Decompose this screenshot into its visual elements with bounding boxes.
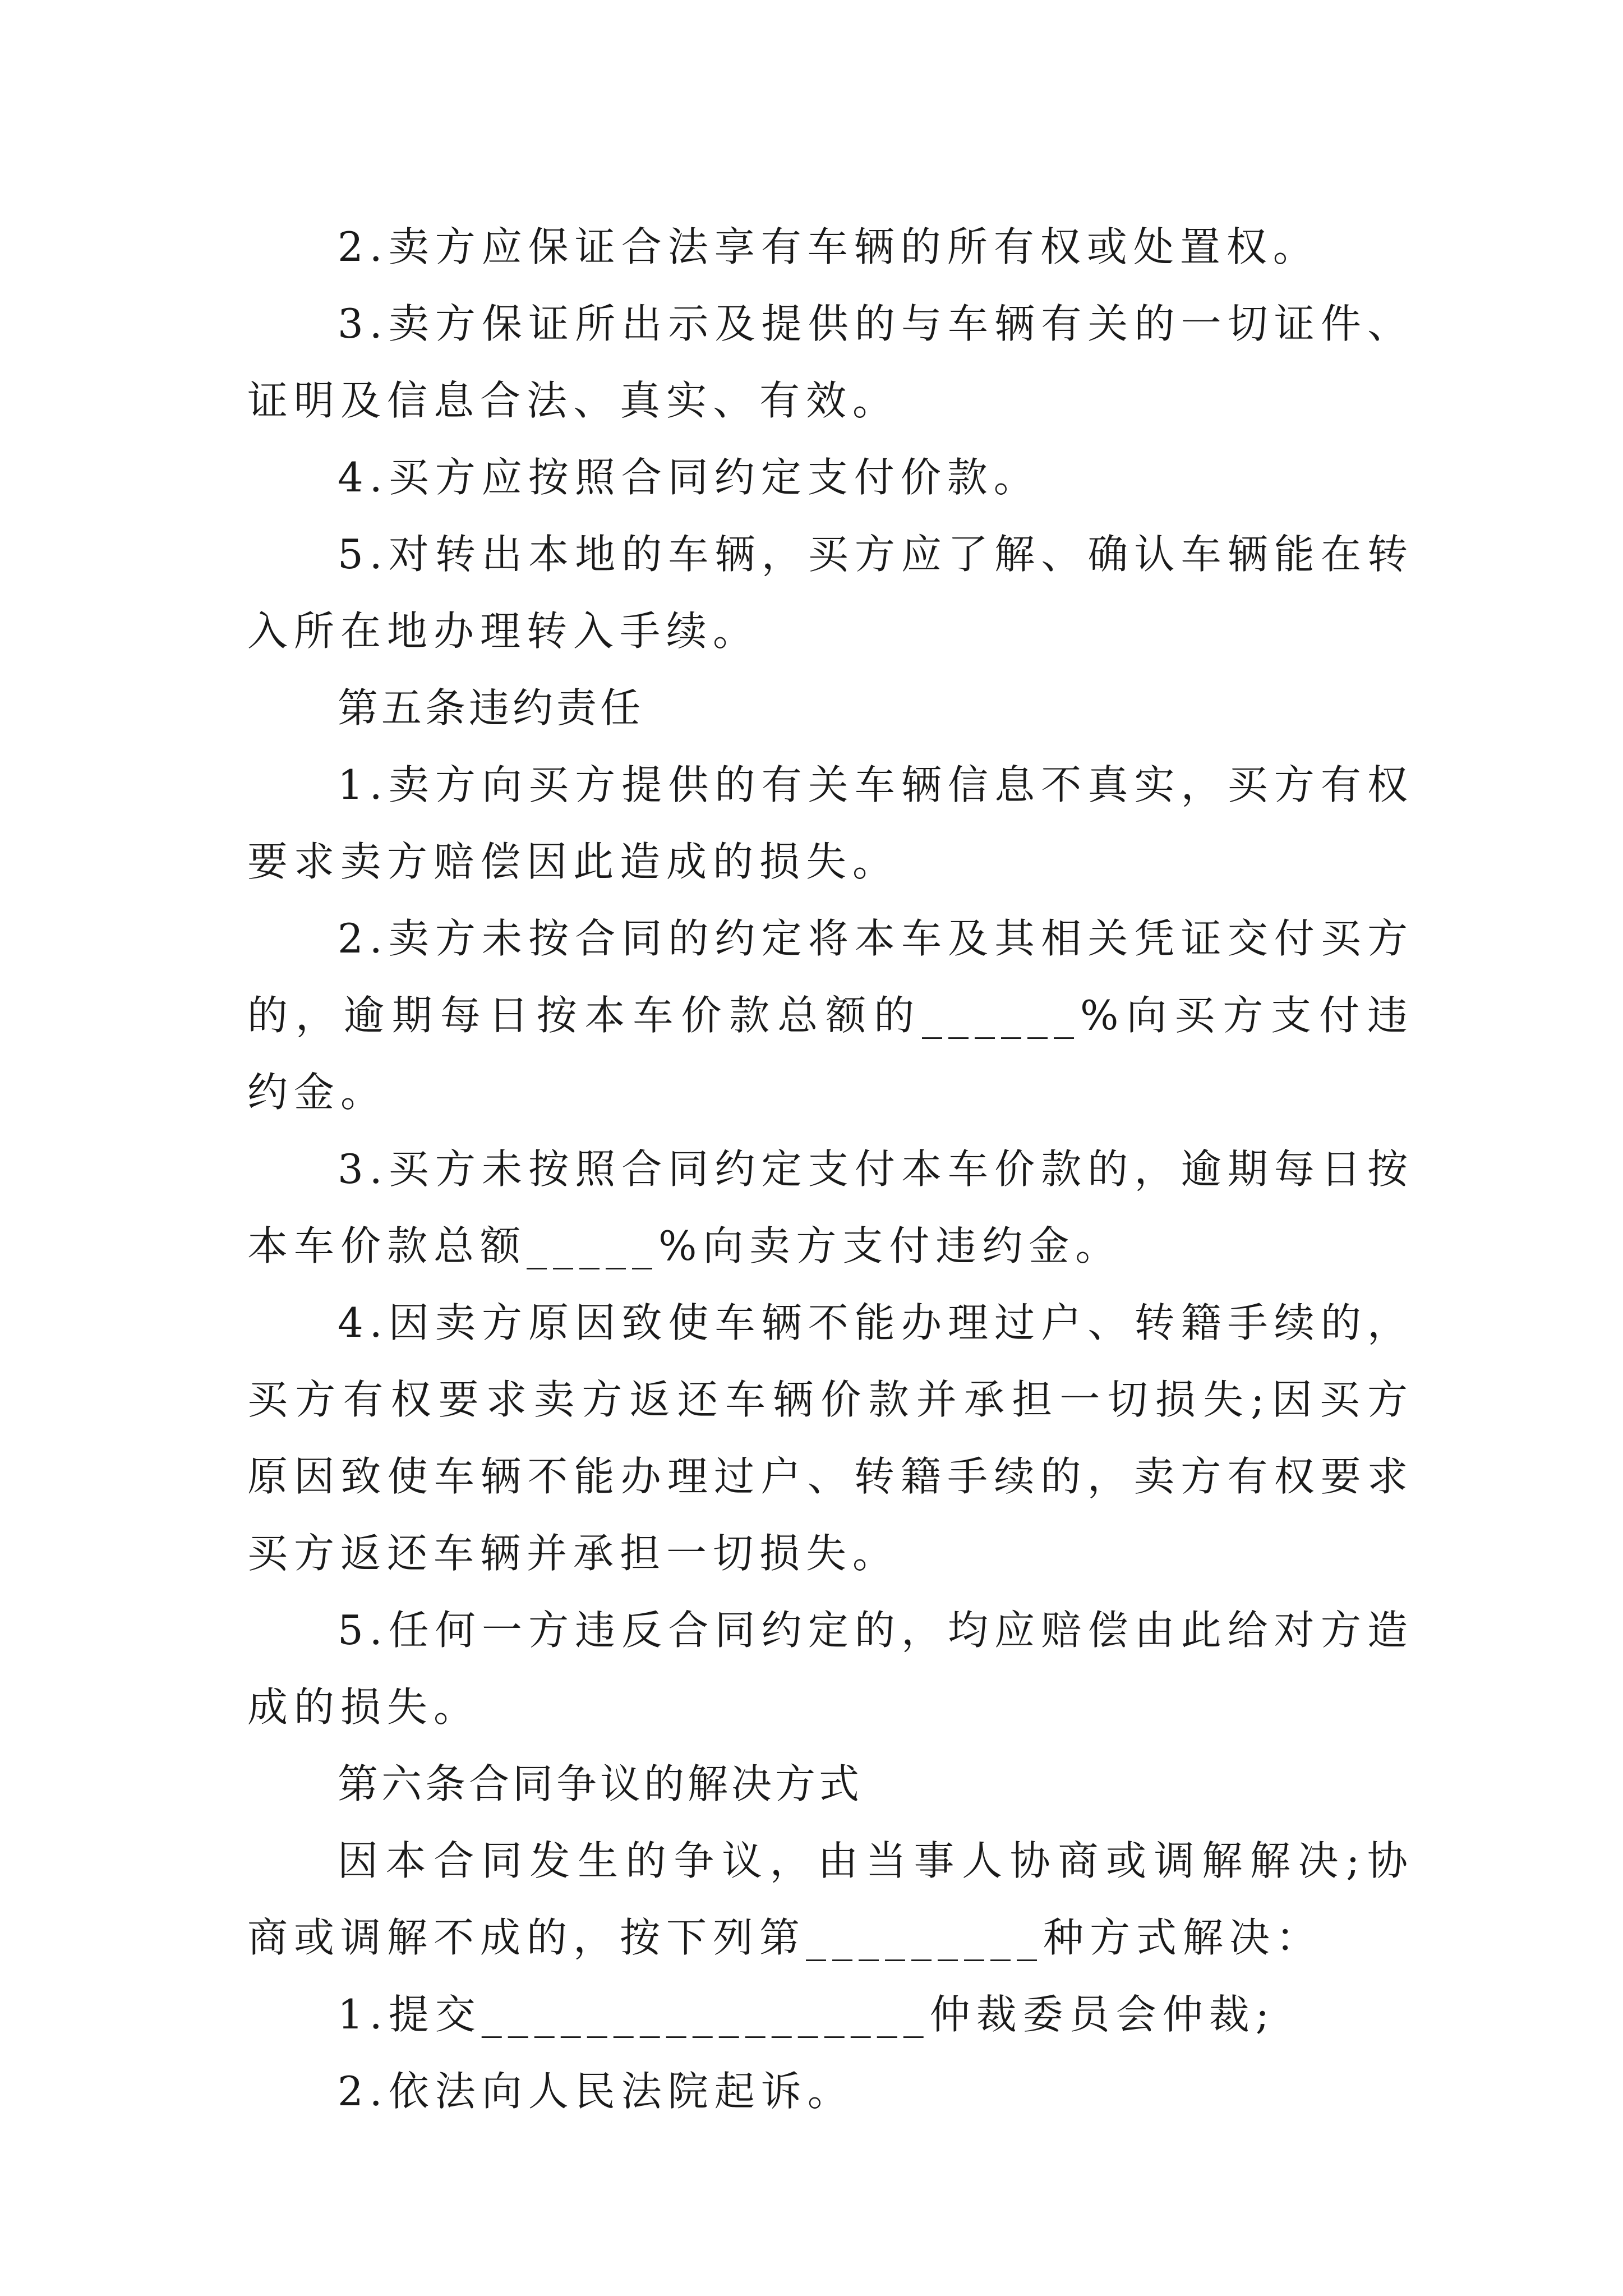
- section-heading-dispute: 第六条合同争议的解决方式: [338, 1760, 863, 1807]
- clause-breach-false-info: 1.卖方向买方提供的有关车辆信息不真实，买方有权要求卖方赔偿因此造成的损失。: [247, 761, 1414, 885]
- clause-transfer-procedure: 5.对转出本地的车辆，买方应了解、确认车辆能在转入所在地办理转入手续。: [247, 531, 1414, 655]
- clause-seller-ownership: 2.卖方应保证合法享有车辆的所有权或处置权。: [338, 223, 1320, 270]
- clause-breach-transfer: 4.因卖方原因致使车辆不能办理过户、转籍手续的，买方有权要求卖方返还车辆价款并承担一切损失;因买方原因致使车辆不能办理过户、转籍手续的，卖方有权要求买方返还车辆并承担一切损失。: [247, 1299, 1414, 1577]
- clause-breach-seller-delivery: 2.卖方未按合同的约定将本车及其相关凭证交付买方的，逾期每日按本车价款总额的______%向买方支付违约金。: [247, 915, 1414, 1116]
- clause-breach-buyer-payment: 3.买方未按照合同约定支付本车价款的，逾期每日按本车价款总额_____%向卖方支付违约金。: [247, 1145, 1414, 1269]
- clause-dispute-court: 2.依法向人民法院起诉。: [338, 2068, 854, 2115]
- section-heading-breach: 第五条违约责任: [338, 684, 644, 731]
- clause-buyer-payment: 4.买方应按照合同约定支付价款。: [338, 454, 1040, 501]
- clause-seller-documents: 3.卖方保证所出示及提供的与车辆有关的一切证件、证明及信息合法、真实、有效。: [247, 300, 1414, 424]
- clause-breach-compensation: 5.任何一方违反合同约定的，均应赔偿由此给对方造成的损失。: [247, 1607, 1414, 1731]
- document-body: [247, 209, 1414, 2130]
- clause-dispute-arbitration: 1.提交_________________仲裁委员会仲裁;: [338, 1991, 1275, 2038]
- clause-dispute-resolution: 因本合同发生的争议，由当事人协商或调解解决;协商或调解不成的，按下列第_________种方式解决：: [247, 1837, 1414, 1961]
